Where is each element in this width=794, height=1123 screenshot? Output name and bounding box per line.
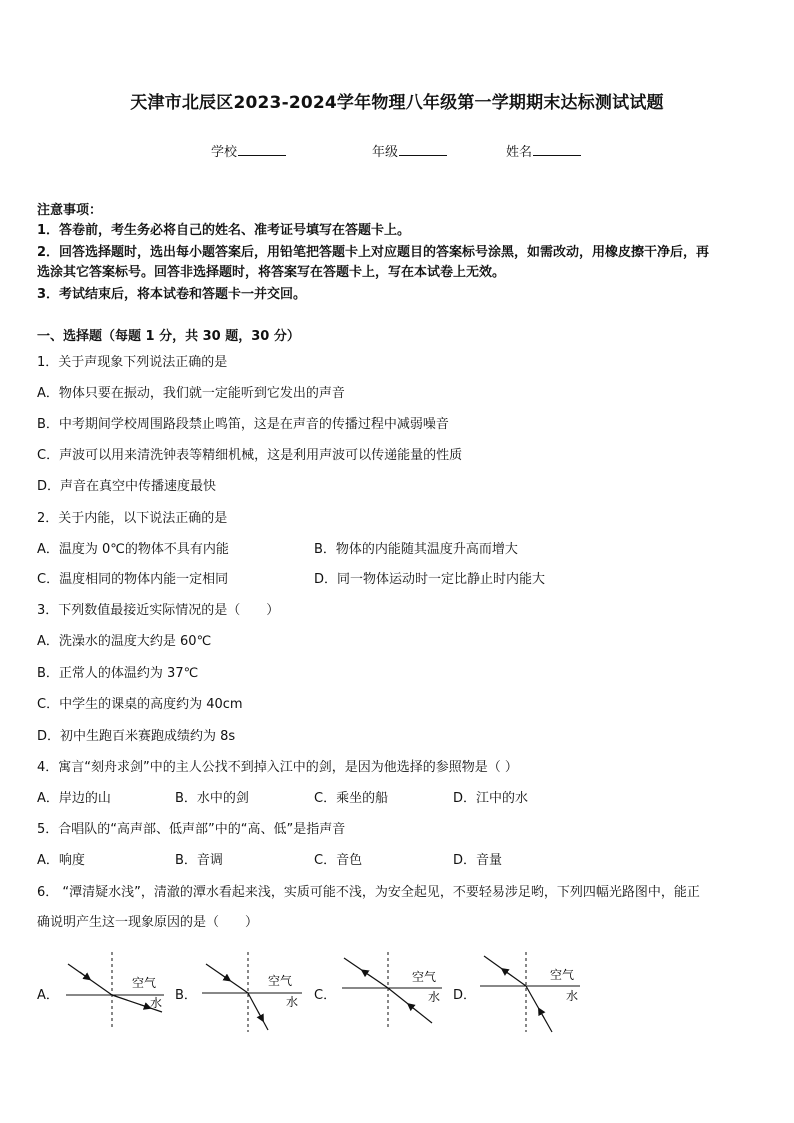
arrow-water — [140, 1005, 148, 1008]
school-blank — [238, 143, 286, 156]
question-stem: 6． “潭清疑水浅”，清澈的潭水看起来浅，实质可能不浅，为安全起见，不要轻易涉足哟，下列四幅光路图中，能正 — [37, 885, 700, 900]
water-label: 水 — [150, 996, 163, 1010]
question-stem-cont: 确说明产生这一现象原因的是（ ） — [37, 915, 259, 930]
arrow-water — [410, 1006, 418, 1012]
water-label: 水 — [428, 990, 441, 1004]
notice-item: 选涂其它答案标号。回答非选择题时，将答案写在答题卡上，写在本试卷上无效。 — [37, 265, 506, 280]
grade-field — [372, 141, 447, 160]
question-stem: 1．关于声现象下列说法正确的是 — [37, 355, 228, 370]
school-label: 学校 — [211, 145, 238, 160]
notice-item: 3．考试结束后，将本试卷和答题卡一并交回。 — [37, 287, 307, 302]
question-stem: 5．合唱队的“高声部、低声部”中的“高、低”是指声音 — [37, 822, 346, 837]
ray-water — [526, 986, 552, 1032]
option-c: C．乘坐的船 — [314, 791, 389, 806]
arrow-air — [80, 972, 88, 978]
air-label: 空气 — [550, 968, 575, 982]
notice-heading: 注意事项： — [37, 203, 103, 218]
option-a: A．洗澡水的温度大约是 60℃ — [37, 634, 212, 649]
ray-air — [68, 964, 112, 995]
arrow-water — [258, 1012, 262, 1019]
option-d: D．声音在真空中传播速度最快 — [37, 479, 217, 494]
option-d: D．江中的水 — [453, 791, 529, 806]
arrow-air — [364, 972, 372, 978]
option-a: A．响度 — [37, 853, 85, 868]
option-d: D．初中生跑百米赛跑成绩约为 8s — [37, 729, 236, 744]
question-stem: 4．寓言“刻舟求剑”中的主人公找不到掉入江中的剑，是因为他选择的参照物是（ ） — [37, 760, 518, 775]
air-label: 空气 — [132, 976, 157, 990]
water-label: 水 — [566, 989, 579, 1003]
diagram-a-label: A． — [37, 988, 59, 1003]
diagram-d-label: D． — [453, 988, 477, 1003]
light-path-diagram-b — [196, 950, 306, 1035]
name-blank — [533, 143, 581, 156]
section-heading: 一、选择题（每题 1 分，共 30 题，30 分） — [37, 329, 300, 344]
notice-item: 1．答卷前，考生务必将自己的姓名、准考证号填写在答题卡上。 — [37, 223, 411, 238]
light-path-diagram-a — [58, 950, 168, 1032]
option-b: B．水中的剑 — [175, 791, 249, 806]
option-b: B．中考期间学校周围路段禁止鸣笛，这是在声音的传播过程中减弱噪音 — [37, 417, 449, 432]
option-c: C．中学生的课桌的高度约为 40cm — [37, 697, 243, 712]
option-b: B．物体的内能随其温度升高而增大 — [314, 542, 518, 557]
arrow-water — [540, 1011, 544, 1018]
light-path-diagram-d — [474, 950, 584, 1035]
question-stem: 3．下列数值最接近实际情况的是（ ） — [37, 603, 280, 618]
diagram-c-label: C． — [314, 988, 337, 1003]
name-field — [506, 141, 581, 160]
school-field — [211, 141, 286, 160]
grade-blank — [399, 143, 447, 156]
question-stem: 2．关于内能，以下说法正确的是 — [37, 511, 228, 526]
name-label: 姓名 — [506, 145, 533, 160]
arrow-air — [220, 974, 228, 980]
option-c: C．声波可以用来清洗钟表等精细机械，这是利用声波可以传递能量的性质 — [37, 448, 463, 463]
notice-item: 2．回答选择题时，选出每小题答案后，用铅笔把答题卡上对应题目的答案标号涂黑，如需改动，用橡皮擦干净后，再 — [37, 245, 710, 260]
option-a: A．物体只要在振动，我们就一定能听到它发出的声音 — [37, 386, 345, 401]
option-c: C．音色 — [314, 853, 363, 868]
page-title: 天津市北辰区2023-2024学年物理八年级第一学期期末达标测试试题 — [130, 93, 664, 113]
option-d: D．同一物体运动时一定比静止时内能大 — [314, 572, 546, 587]
air-label: 空气 — [268, 974, 293, 988]
option-b: B．正常人的体温约为 37℃ — [37, 666, 199, 681]
option-c: C．温度相同的物体内能一定相同 — [37, 572, 229, 587]
air-label: 空气 — [412, 970, 437, 984]
option-b: B．音调 — [175, 853, 223, 868]
option-d: D．音量 — [453, 853, 503, 868]
light-path-diagram-c — [336, 950, 446, 1030]
water-label: 水 — [286, 995, 299, 1009]
option-a: A．温度为 0℃的物体不具有内能 — [37, 542, 229, 557]
grade-label: 年级 — [372, 145, 399, 160]
option-a: A．岸边的山 — [37, 791, 111, 806]
diagram-b-label: B． — [175, 988, 197, 1003]
arrow-air — [504, 970, 512, 976]
